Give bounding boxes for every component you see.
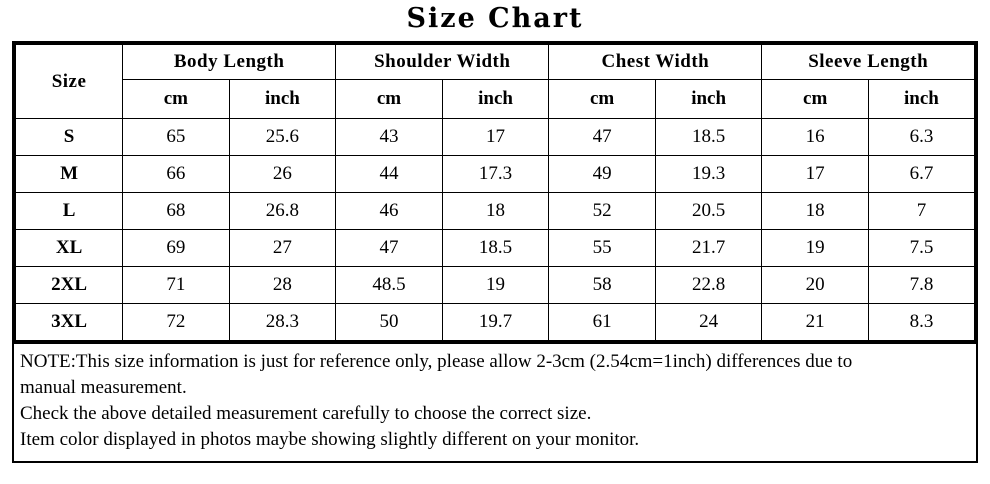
cell-value: 47 (336, 230, 443, 267)
cell-value: 7 (868, 193, 975, 230)
header-group-shoulder-width: Shoulder Width (336, 44, 549, 80)
cell-size: XL (15, 230, 123, 267)
cell-value: 18 (762, 193, 869, 230)
cell-value: 66 (123, 156, 230, 193)
cell-value: 17 (762, 156, 869, 193)
cell-value: 71 (123, 267, 230, 304)
note-section (12, 344, 978, 463)
table-row (15, 267, 975, 304)
cell-value: 18.5 (442, 230, 549, 267)
table-row (15, 230, 975, 267)
cell-value: 21 (762, 304, 869, 342)
cell-value: 28.3 (229, 304, 336, 342)
header-unit-chest-width-inch: inch (655, 80, 762, 119)
header-unit-body-length-cm: cm (123, 80, 230, 119)
cell-value: 52 (549, 193, 656, 230)
note-line-3: Check the above detailed measurement carefully to choose the correct size. (20, 403, 592, 424)
cell-value: 7.5 (868, 230, 975, 267)
cell-value: 18.5 (655, 119, 762, 156)
cell-value: 6.7 (868, 156, 975, 193)
header-unit-sleeve-length-inch: inch (868, 80, 975, 119)
header-unit-shoulder-width-inch: inch (442, 80, 549, 119)
cell-value: 69 (123, 230, 230, 267)
cell-value: 65 (123, 119, 230, 156)
cell-value: 7.8 (868, 267, 975, 304)
cell-value: 44 (336, 156, 443, 193)
table-row (15, 304, 975, 342)
cell-value: 19 (762, 230, 869, 267)
cell-value: 19.3 (655, 156, 762, 193)
header-unit-body-length-inch: inch (229, 80, 336, 119)
cell-value: 26.8 (229, 193, 336, 230)
cell-size: L (15, 193, 123, 230)
header-unit-shoulder-width-cm: cm (336, 80, 443, 119)
size-table-container (12, 41, 978, 344)
page-title: Size Chart (406, 3, 584, 34)
cell-size: 2XL (15, 267, 123, 304)
table-header-row-groups (15, 44, 975, 80)
cell-value: 19 (442, 267, 549, 304)
table-row (15, 193, 975, 230)
table-row (15, 119, 975, 156)
cell-value: 46 (336, 193, 443, 230)
cell-value: 43 (336, 119, 443, 156)
cell-value: 27 (229, 230, 336, 267)
table-header-row-units (15, 80, 975, 119)
cell-value: 72 (123, 304, 230, 342)
cell-value: 24 (655, 304, 762, 342)
cell-value: 55 (549, 230, 656, 267)
cell-value: 49 (549, 156, 656, 193)
cell-value: 22.8 (655, 267, 762, 304)
cell-value: 58 (549, 267, 656, 304)
cell-value: 8.3 (868, 304, 975, 342)
header-group-body-length: Body Length (123, 44, 336, 80)
note-line-1: NOTE:This size information is just for reference only, please allow 2-3cm (2.54cm=1inch) differences due to (20, 351, 853, 372)
note-line-2: manual measurement. (20, 377, 187, 398)
cell-size: M (15, 156, 123, 193)
cell-value: 17.3 (442, 156, 549, 193)
cell-value: 61 (549, 304, 656, 342)
cell-value: 48.5 (336, 267, 443, 304)
cell-value: 6.3 (868, 119, 975, 156)
header-group-chest-width: Chest Width (549, 44, 762, 80)
cell-value: 17 (442, 119, 549, 156)
cell-value: 50 (336, 304, 443, 342)
cell-value: 26 (229, 156, 336, 193)
note-line-4: Item color displayed in photos maybe showing slightly different on your monitor. (20, 429, 640, 450)
cell-value: 68 (123, 193, 230, 230)
cell-value: 19.7 (442, 304, 549, 342)
cell-size: S (15, 119, 123, 156)
cell-value: 18 (442, 193, 549, 230)
header-unit-chest-width-cm: cm (549, 80, 656, 119)
header-size: Size (15, 44, 123, 119)
cell-size: 3XL (15, 304, 123, 342)
cell-value: 21.7 (655, 230, 762, 267)
header-group-sleeve-length: Sleeve Length (762, 44, 975, 80)
table-row (15, 156, 975, 193)
cell-value: 20.5 (655, 193, 762, 230)
cell-value: 47 (549, 119, 656, 156)
cell-value: 20 (762, 267, 869, 304)
cell-value: 28 (229, 267, 336, 304)
cell-value: 25.6 (229, 119, 336, 156)
size-table (14, 43, 976, 342)
header-unit-sleeve-length-cm: cm (762, 80, 869, 119)
cell-value: 16 (762, 119, 869, 156)
